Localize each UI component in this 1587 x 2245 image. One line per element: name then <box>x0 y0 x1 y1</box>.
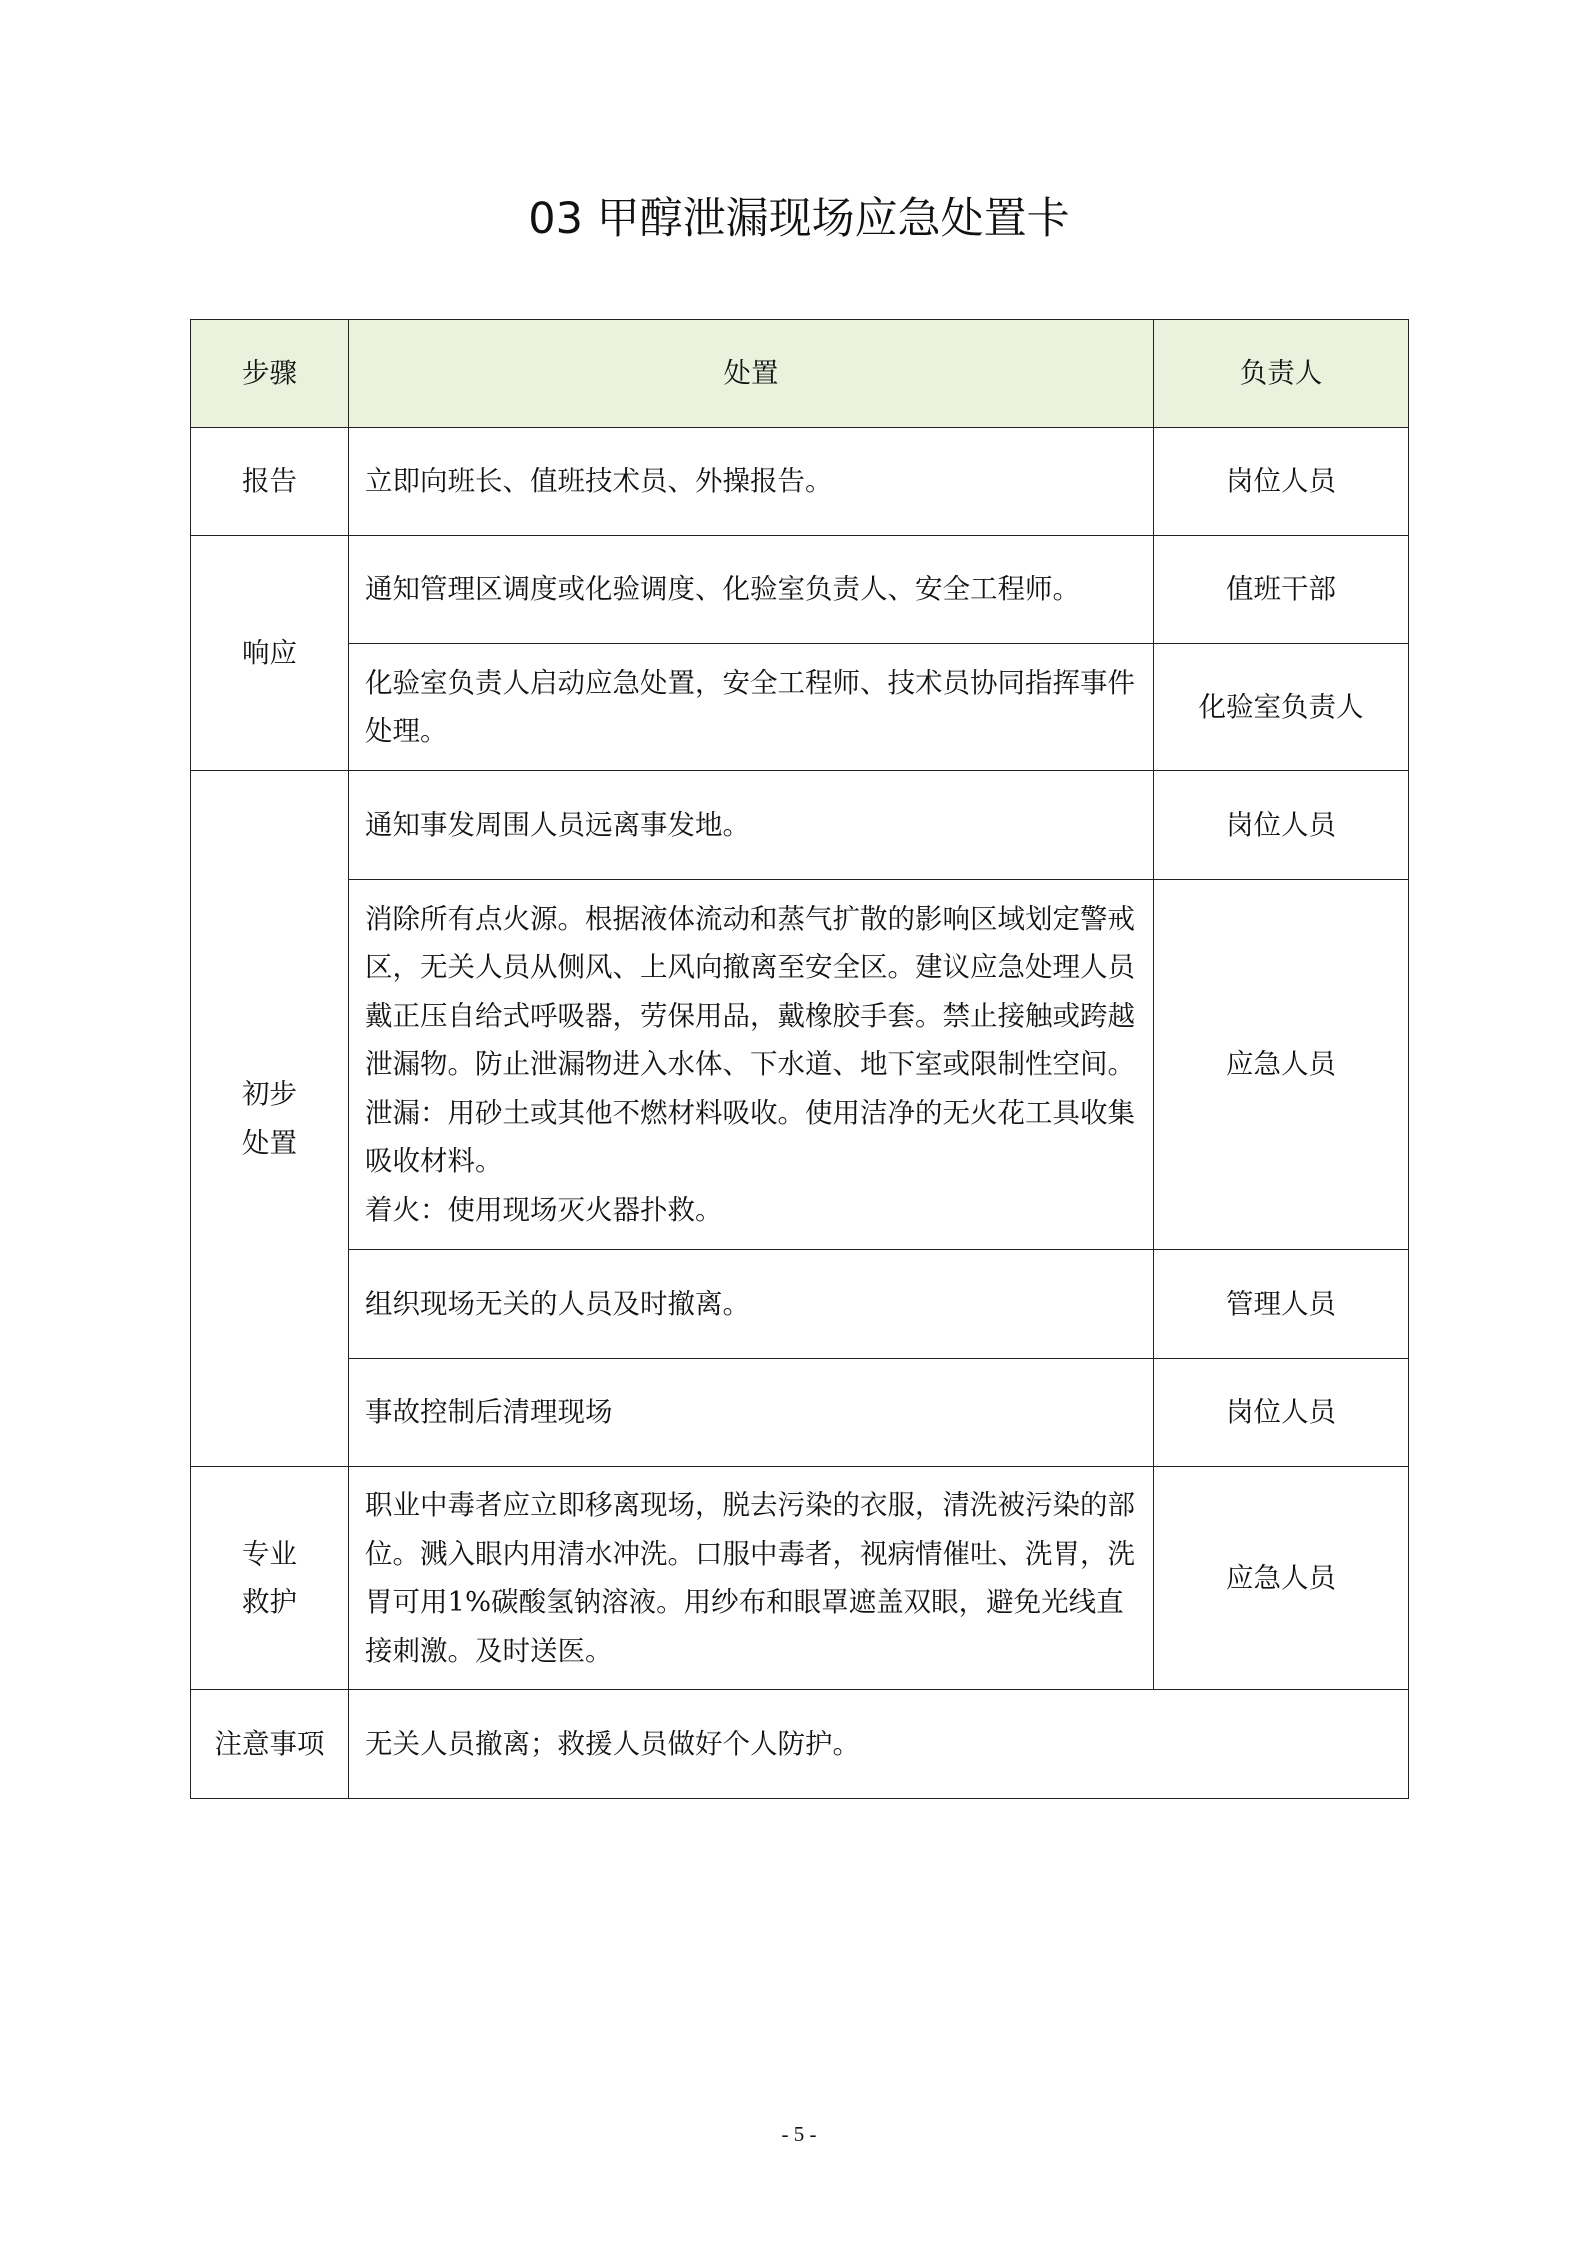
action-text: 通知管理区调度或化验调度、化验室负责人、安全工程师。 <box>365 573 1080 606</box>
table-row <box>191 1359 1409 1467</box>
page-title: 03 甲醇泄漏现场应急处置卡 <box>528 194 1070 244</box>
table-row <box>191 644 1409 771</box>
owner-cell: 岗位人员 <box>1154 428 1409 536</box>
step-label-line: 处置 <box>242 1126 297 1159</box>
table-row <box>191 1250 1409 1359</box>
action-cell <box>349 880 1154 1250</box>
action-text: 泄漏：用砂土或其他不燃材料吸收。使用洁净的无火花工具收集吸收材料。 <box>365 1096 1135 1178</box>
header-row <box>191 320 1409 428</box>
action-text: 组织现场无关的人员及时撤离。 <box>365 1287 750 1320</box>
owner-cell: 值班干部 <box>1154 536 1409 644</box>
header-step: 步骤 <box>191 320 349 428</box>
action-text: 立即向班长、值班技术员、外操报告。 <box>365 465 833 498</box>
step-cell-notes <box>191 1690 349 1799</box>
notes-text: 无关人员撤离；救援人员做好个人防护。 <box>365 1727 860 1760</box>
owner-cell: 岗位人员 <box>1154 771 1409 880</box>
step-label-line: 初步 <box>242 1078 297 1110</box>
action-cell <box>349 428 1154 536</box>
step-label: 注意事项 <box>214 1727 325 1760</box>
table-row <box>191 1467 1409 1690</box>
action-cell <box>349 771 1154 880</box>
table-row <box>191 880 1409 1250</box>
step-label: 响应 <box>242 636 297 669</box>
table-row-notes <box>191 1690 1409 1799</box>
page-number: - 5 - <box>781 2122 817 2146</box>
header-owner: 负责人 <box>1154 320 1409 428</box>
table-row <box>191 536 1409 644</box>
step-label: 报告 <box>242 465 297 498</box>
owner-cell: 化验室负责人 <box>1154 644 1409 771</box>
action-cell <box>349 536 1154 644</box>
owner-cell: 管理人员 <box>1154 1250 1409 1359</box>
action-text: 着火：使用现场灭火器扑救。 <box>365 1193 723 1226</box>
table-row <box>191 428 1409 536</box>
action-text: 化验室负责人启动应急处置，安全工程师、技术员协同指挥事件处理。 <box>365 666 1135 747</box>
action-text: 事故控制后清理现场 <box>365 1396 613 1429</box>
action-text: 通知事发周围人员远离事发地。 <box>365 808 750 841</box>
owner-cell: 应急人员 <box>1154 1467 1409 1690</box>
header-action: 处置 <box>349 320 1154 428</box>
step-cell-response <box>191 536 349 771</box>
action-cell <box>349 644 1154 771</box>
action-cell <box>349 1467 1154 1690</box>
owner-cell: 岗位人员 <box>1154 1359 1409 1467</box>
step-cell-report <box>191 428 349 536</box>
action-cell <box>349 1250 1154 1359</box>
action-cell <box>349 1359 1154 1467</box>
step-label-line: 救护 <box>242 1586 297 1618</box>
owner-cell: 应急人员 <box>1154 880 1409 1250</box>
notes-cell <box>349 1690 1409 1799</box>
step-cell-initial-response <box>191 771 349 1467</box>
action-text: 职业中毒者应立即移离现场，脱去污染的衣服，清洗被污染的部位。溅入眼内用清水冲洗。口服中毒者，视病情催吐、洗胃，洗胃可用1%碳酸氢钠溶液。用纱布和眼罩遮盖双眼，避免光线直接刺激。及时送医。 <box>365 1489 1135 1667</box>
disposal-card-table <box>190 319 1409 1799</box>
step-cell-professional-aid <box>191 1467 349 1690</box>
action-text: 消除所有点火源。根据液体流动和蒸气扩散的影响区域划定警戒区，无关人员从侧风、上风向撤离至安全区。建议应急处理人员戴正压自给式呼吸器，劳保用品，戴橡胶手套。禁止接触或跨越泄漏物。防止泄漏物进入水体、下水道、地下室或限制性空间。 <box>365 902 1135 1081</box>
step-label-line: 专业 <box>242 1537 297 1570</box>
table-row <box>191 771 1409 880</box>
